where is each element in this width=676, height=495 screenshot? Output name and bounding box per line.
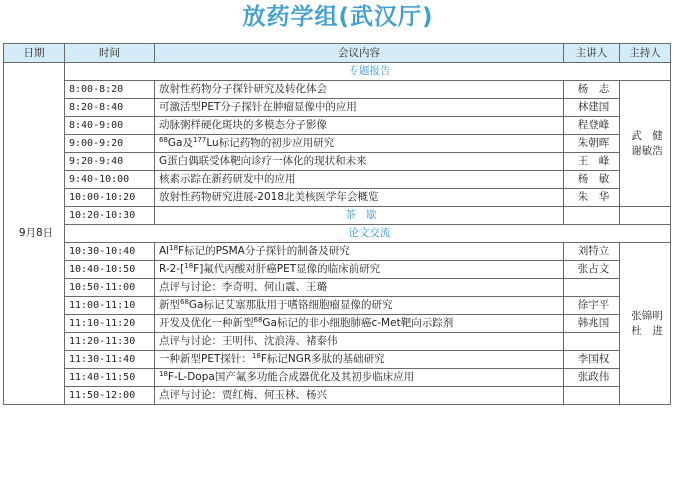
speaker-cell: 朱 华 bbox=[564, 189, 620, 207]
section-row bbox=[4, 225, 671, 243]
section-row bbox=[4, 63, 671, 81]
content-cell: 点评与讨论：王明伟、沈浪涛、褚泰伟 bbox=[155, 333, 564, 351]
tea-break-cell: 茶 歇 bbox=[155, 207, 564, 225]
section-special-report: 专题报告 bbox=[65, 63, 671, 81]
header-content: 会议内容 bbox=[155, 44, 564, 63]
table-row bbox=[4, 171, 671, 189]
content-cell: 开发及优化一种新型$^{68}$Ga标记的非小细胞肺癌c-Met靶向示踪剂 bbox=[155, 315, 564, 333]
header-time: 时间 bbox=[65, 44, 155, 63]
time-cell: 11:40-11:50 bbox=[65, 369, 155, 387]
time-cell: 9:00-9:20 bbox=[65, 135, 155, 153]
table-row-tea-break bbox=[4, 207, 671, 225]
section-papers: 论文交流 bbox=[65, 225, 671, 243]
table-row bbox=[4, 99, 671, 117]
table-row bbox=[4, 351, 671, 369]
host-name: 杜 进 bbox=[631, 324, 663, 337]
time-cell: 8:00-8:20 bbox=[65, 81, 155, 99]
time-cell: 8:20-8:40 bbox=[65, 99, 155, 117]
host-name: 谢敏浩 bbox=[631, 144, 663, 157]
speaker-cell: 张政伟 bbox=[564, 369, 620, 387]
table-row bbox=[4, 243, 671, 261]
speaker-cell bbox=[564, 387, 620, 405]
speaker-cell: 韩兆国 bbox=[564, 315, 620, 333]
speaker-cell: 林建国 bbox=[564, 99, 620, 117]
content-cell: $^{18}$F-L-Dopa国产氟多功能合成器优化及其初步临床应用 bbox=[155, 369, 564, 387]
date-cell: 9月8日 bbox=[4, 63, 65, 405]
table-row bbox=[4, 333, 671, 351]
time-cell: 10:20-10:30 bbox=[65, 207, 155, 225]
table-row bbox=[4, 81, 671, 99]
table-row bbox=[4, 135, 671, 153]
speaker-cell: 杨 敏 bbox=[564, 171, 620, 189]
time-cell: 11:10-11:20 bbox=[65, 315, 155, 333]
speaker-cell: 朱朝晖 bbox=[564, 135, 620, 153]
time-cell: 8:40-9:00 bbox=[65, 117, 155, 135]
speaker-cell: 李国权 bbox=[564, 351, 620, 369]
table-row bbox=[4, 117, 671, 135]
host-cell-session1 bbox=[620, 81, 671, 207]
content-cell: 放射性药物研究进展-2018北美核医学年会概览 bbox=[155, 189, 564, 207]
content-cell: 新型$^{68}$Ga标记艾塞那肽用于嗜铬细胞瘤显像的研究 bbox=[155, 297, 564, 315]
table-row bbox=[4, 153, 671, 171]
host-cell-session2 bbox=[620, 243, 671, 405]
time-cell: 11:30-11:40 bbox=[65, 351, 155, 369]
time-cell: 9:20-9:40 bbox=[65, 153, 155, 171]
host-name: 武 健 bbox=[631, 129, 663, 142]
header-speaker: 主讲人 bbox=[564, 44, 620, 63]
page-title: 放药学组(武汉厅) bbox=[242, 4, 434, 30]
content-cell: 点评与讨论：贾红梅、何玉林、杨兴 bbox=[155, 387, 564, 405]
table-row bbox=[4, 297, 671, 315]
speaker-cell: 王 峰 bbox=[564, 153, 620, 171]
speaker-cell bbox=[564, 333, 620, 351]
host-name: 张锦明 bbox=[631, 309, 663, 322]
content-cell: $^{68}$Ga及$^{177}$Lu标记药物的初步应用研究 bbox=[155, 135, 564, 153]
table-row bbox=[4, 189, 671, 207]
header-host: 主持人 bbox=[620, 44, 671, 63]
speaker-cell: 张占文 bbox=[564, 261, 620, 279]
time-cell: 11:20-11:30 bbox=[65, 333, 155, 351]
table-row bbox=[4, 369, 671, 387]
content-cell: Al$^{18}$F标记的PSMA分子探针的制备及研究 bbox=[155, 243, 564, 261]
table-row bbox=[4, 279, 671, 297]
speaker-cell: 杨 志 bbox=[564, 81, 620, 99]
header-row bbox=[4, 44, 671, 63]
time-cell: 11:00-11:10 bbox=[65, 297, 155, 315]
content-cell: 动脉粥样硬化斑块的多模态分子影像 bbox=[155, 117, 564, 135]
content-cell: 一种新型PET探针：$^{18}$F标记NGR多肽的基础研究 bbox=[155, 351, 564, 369]
time-cell: 10:00-10:20 bbox=[65, 189, 155, 207]
time-cell: 10:50-11:00 bbox=[65, 279, 155, 297]
speaker-cell: 程登峰 bbox=[564, 117, 620, 135]
speaker-cell: 刘特立 bbox=[564, 243, 620, 261]
time-cell: 10:30-10:40 bbox=[65, 243, 155, 261]
content-cell: 核素示踪在新药研发中的应用 bbox=[155, 171, 564, 189]
time-cell: 11:50-12:00 bbox=[65, 387, 155, 405]
table-row bbox=[4, 387, 671, 405]
content-cell: G蛋白偶联受体靶向诊疗一体化的现状和未来 bbox=[155, 153, 564, 171]
content-cell: 可激活型PET分子探针在肿瘤显像中的应用 bbox=[155, 99, 564, 117]
header-date: 日期 bbox=[4, 44, 65, 63]
speaker-cell bbox=[564, 279, 620, 297]
content-cell: 点评与讨论：李奇明、何山震、王璐 bbox=[155, 279, 564, 297]
content-cell: R-2-[$^{18}$F]氟代丙酸对肝癌PET显像的临床前研究 bbox=[155, 261, 564, 279]
schedule-table bbox=[3, 43, 671, 405]
time-cell: 9:40-10:00 bbox=[65, 171, 155, 189]
table-row bbox=[4, 261, 671, 279]
content-cell: 放射性药物分子探针研究及转化体会 bbox=[155, 81, 564, 99]
time-cell: 10:40-10:50 bbox=[65, 261, 155, 279]
empty-cell bbox=[620, 207, 671, 225]
table-row bbox=[4, 315, 671, 333]
empty-cell bbox=[564, 207, 620, 225]
speaker-cell: 徐宇平 bbox=[564, 297, 620, 315]
